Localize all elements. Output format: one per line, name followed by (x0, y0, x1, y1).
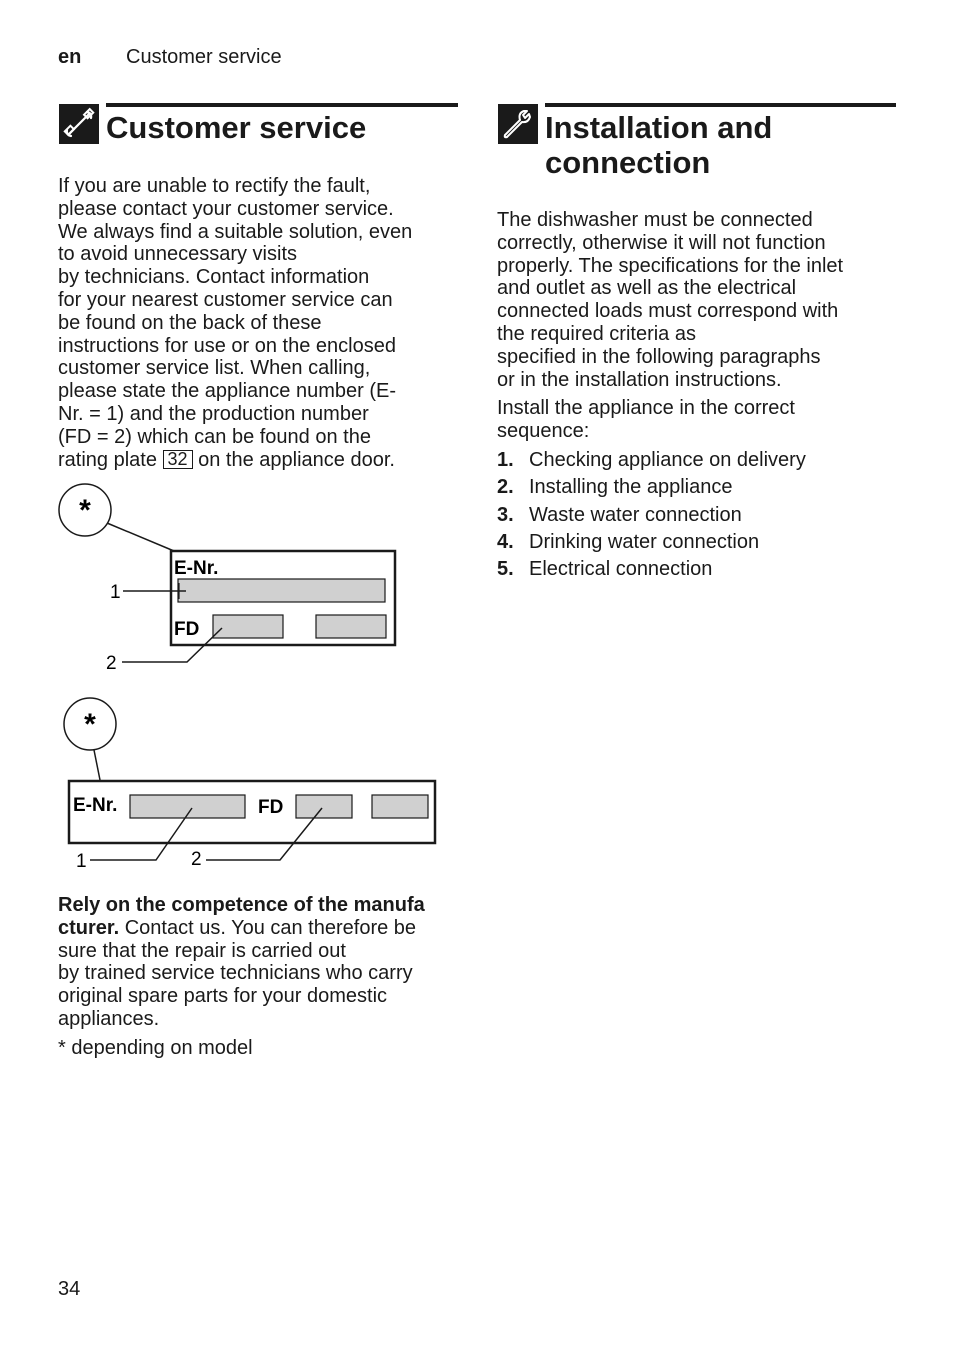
step-text: Installing the appliance (529, 476, 733, 499)
rating-plate-ref: 32 (163, 450, 193, 469)
rating-plate-diagram-1 (50, 478, 410, 678)
list-item (497, 447, 897, 474)
step-number: 4. (497, 530, 514, 553)
paragraph-line: customer service list. When calling, (58, 357, 371, 380)
paragraph-line: We always find a suitable solution, even (58, 220, 413, 243)
step-text: Checking appliance on delivery (529, 449, 806, 471)
paragraph-line: Nr. = 1) and the production number (58, 402, 369, 425)
list-item (497, 529, 897, 556)
callout-2-label: 2 (106, 653, 117, 674)
fd-field (213, 615, 283, 638)
paragraph-line: If you are unable to rectify the fault, (58, 175, 371, 197)
customer-service-paragraph (58, 175, 458, 471)
paragraph-line: by technicians. Contact information (58, 266, 370, 289)
callout-1-label: 1 (110, 582, 121, 603)
asterisk-marker: * (79, 494, 91, 527)
header-language: en (58, 46, 82, 68)
paragraph-line: properly. The specifications for the inlet (497, 254, 844, 277)
paragraph-line (58, 449, 458, 472)
section-rule (545, 103, 896, 107)
enr-label: E-Nr. (73, 795, 118, 816)
paragraph-line: appliances. (58, 1007, 160, 1030)
fd-field (296, 795, 352, 818)
step-number: 3. (497, 503, 514, 526)
paragraph-line: Install the appliance in the correct (497, 397, 795, 419)
fd-label: FD (174, 619, 200, 640)
paragraph-line: and outlet as well as the electrical (497, 277, 797, 300)
rely-text: Contact us. You can therefore be (119, 916, 417, 939)
paragraph-line: by trained service technicians who carry (58, 962, 413, 985)
paragraph-line: the required criteria as (497, 322, 696, 345)
installation-heading (545, 110, 772, 180)
step-number: 1. (497, 449, 514, 471)
paragraph-line: please state the appliance number (E- (58, 380, 396, 403)
list-item (497, 556, 897, 583)
rely-bold: cturer. (58, 916, 120, 939)
step-text: Drinking water connection (529, 530, 760, 553)
text-before-ref: rating plate (58, 448, 163, 471)
list-item (497, 474, 897, 501)
text-after-ref: on the appliance door. (192, 448, 395, 471)
enr-label: E-Nr. (174, 558, 219, 579)
paragraph-line: specified in the following paragraphs (497, 345, 821, 368)
customer-service-heading: Customer service (106, 110, 367, 145)
fd-extra-field (372, 795, 428, 818)
paragraph-line: The dishwasher must be connected (497, 209, 813, 231)
paragraph-line: correctly, otherwise it will not function (497, 231, 826, 254)
rating-plate-diagram-2 (60, 694, 444, 878)
step-number: 2. (497, 476, 514, 499)
installation-intro (497, 397, 897, 443)
marker-leader (94, 750, 100, 780)
paragraph-line: or in the installation instructions. (497, 368, 782, 391)
marker-leader (107, 523, 174, 551)
paragraph-line: instructions for use or on the enclosed (58, 334, 396, 357)
paragraph-line: to avoid unnecessary visits (58, 243, 298, 266)
paragraph-line (58, 917, 462, 940)
header-title: Customer service (126, 46, 282, 68)
installation-paragraph (497, 209, 897, 391)
installation-steps (497, 447, 897, 583)
enr-field (178, 579, 385, 602)
installation-heading-line: Installation and (545, 110, 773, 145)
paragraph-line: original spare parts for your domestic (58, 985, 388, 1008)
paragraph-line (58, 894, 462, 917)
section-rule (106, 103, 458, 107)
footnote: * depending on model (58, 1037, 253, 1059)
paragraph-line: please contact your customer service. (58, 197, 394, 220)
paragraph-line: (FD = 2) which can be found on the (58, 425, 371, 448)
fd-label: FD (258, 797, 284, 818)
step-number: 5. (497, 558, 514, 581)
paragraph-line: be found on the back of these (58, 311, 322, 334)
step-text: Waste water connection (529, 503, 742, 526)
page-number: 34 (58, 1278, 81, 1300)
manufacturer-paragraph (58, 894, 462, 1031)
paragraph-line: connected loads must correspond with (497, 300, 839, 323)
fd-extra-field (316, 615, 386, 638)
callout-1-label: 1 (76, 851, 87, 872)
rely-bold: Rely on the competence of the manufa (58, 894, 425, 916)
callout-2-label: 2 (191, 849, 202, 870)
paragraph-line: for your nearest customer service can (58, 288, 393, 311)
paragraph-line: sequence: (497, 419, 590, 442)
installation-heading-line: connection (545, 145, 711, 180)
wrench-icon (498, 104, 538, 144)
asterisk-marker: * (84, 708, 96, 741)
step-text: Electrical connection (529, 558, 713, 581)
list-item (497, 502, 897, 529)
paragraph-line: sure that the repair is carried out (58, 939, 346, 962)
phone-icon (59, 104, 99, 144)
